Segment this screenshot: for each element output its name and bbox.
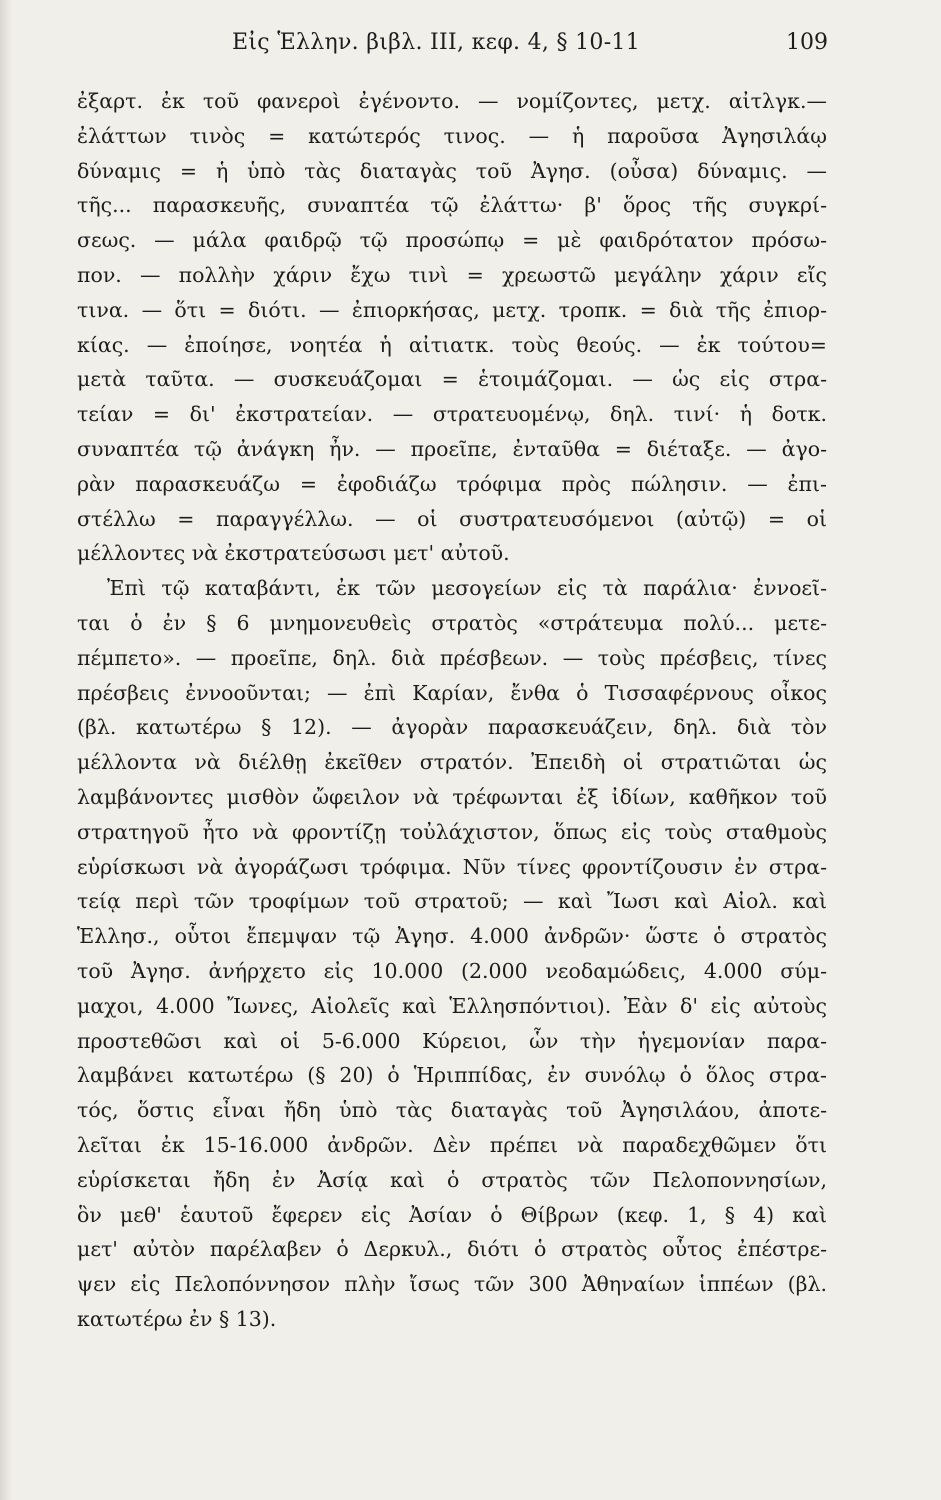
text-line: ρὰν παρασκευάζω = ἐφοδιάζω τρόφιμα πρὸς πώλησιν. — ἐπι- <box>77 471 827 496</box>
text-line: τινα. — ὅτι = διότι. — ἐπιορκήσας, μετχ. τροπκ. = διὰ τῆς ἐπιορ- <box>77 297 827 322</box>
page-header <box>0 30 941 64</box>
text-line: λεῖται ἐκ 15-16.000 ἀνδρῶν. Δὲν πρέπει νὰ παραδεχθῶμεν ὅτι <box>77 1132 827 1157</box>
text-line: κατωτέρω ἐν § 13). <box>77 1306 277 1331</box>
text-line: ται ὁ ἐν § 6 μνημονευθεὶς στρατὸς «στράτευμα πολύ... μετε- <box>77 610 827 635</box>
text-line: ὃν μεθ' ἑαυτοῦ ἔφερεν εἰς Ἀσίαν ὁ Θίβρων (κεφ. 1, § 4) καὶ <box>77 1202 827 1227</box>
text-line: προστεθῶσι καὶ οἱ 5-6.000 Κύρειοι, ὧν τὴν ἡγεμονίαν παρα- <box>77 1028 827 1053</box>
text-line: σεως. — μάλα φαιδρῷ τῷ προσώπῳ = μὲ φαιδρότατον πρόσω- <box>77 228 827 253</box>
page-edge-shadow <box>0 0 12 1500</box>
text-line: πρέσβεις ἐννοοῦνται; — ἐπὶ Καρίαν, ἔνθα ὁ Τισσαφέρνους οἶκος <box>77 680 827 705</box>
page-number: 109 <box>786 30 828 55</box>
text-line: δύναμις = ἡ ὑπὸ τὰς διαταγὰς τοῦ Ἀγησ. (οὖσα) δύναμις. — <box>77 158 827 183</box>
text-line: τείᾳ περὶ τῶν τροφίμων τοῦ στρατοῦ; — καὶ Ἴωσι καὶ Αἰολ. καὶ <box>77 889 827 914</box>
text-line: Ἐπὶ τῷ καταβάντι, ἐκ τῶν μεσογείων εἰς τὰ παράλια· ἐννοεῖ- <box>107 576 827 601</box>
running-head: Εἰς Ἑλλην. βιβλ. ΙΙΙ, κεφ. 4, § 10-11 <box>232 30 641 55</box>
text-line: ἐξαρτ. ἐκ τοῦ φανεροὶ ἐγένοντο. — νομίζοντες, μετχ. αἰτλγκ.— <box>77 89 827 113</box>
text-line: ἐλάττων τινὸς = κατώτερός τινος. — ἡ παροῦσα Ἀγησιλάῳ <box>77 123 827 148</box>
text-line: μαχοι, 4.000 Ἴωνες, Αἰολεῖς καὶ Ἑλλησπόντιοι). Ἐὰν δ' εἰς αὐτοὺς <box>77 993 827 1018</box>
text-line: μέλλοντες νὰ ἐκστρατεύσωσι μετ' αὐτοῦ. <box>77 541 510 566</box>
text-line: εὑρίσκεται ἤδη ἐν Ἀσίᾳ καὶ ὁ στρατὸς τῶν Πελοποννησίων, <box>77 1167 827 1192</box>
text-line: μέλλοντα νὰ διέλθῃ ἐκεῖθεν στρατόν. Ἐπειδὴ οἱ στρατιῶται ὡς <box>77 750 827 775</box>
text-line: (βλ. κατωτέρω § 12). — ἀγορὰν παρασκευάζειν, δηλ. διὰ τὸν <box>77 715 827 740</box>
text-line: τοῦ Ἀγησ. ἀνήρχετο εἰς 10.000 (2.000 νεοδαμώδεις, 4.000 σύμ- <box>77 958 827 983</box>
text-line: τείαν = δι' ἐκστρατείαν. — στρατευομένῳ, δηλ. τινί· ἡ δοτκ. <box>77 402 827 427</box>
commentary-text <box>77 84 827 1337</box>
text-line: πέμπετο». — προεῖπε, δηλ. διὰ πρέσβεων. — τοὺς πρέσβεις, τίνες <box>77 645 827 670</box>
text-line: κίας. — ἐποίησε, νοητέα ἡ αἰτιατκ. τοὺς θεούς. — ἐκ τούτου= <box>77 332 827 357</box>
text-line: εὑρίσκωσι νὰ ἀγοράζωσι τρόφιμα. Νῦν τίνες φροντίζουσιν ἐν στρα- <box>77 854 827 879</box>
text-line: τός, ὅστις εἶναι ἤδη ὑπὸ τὰς διαταγὰς τοῦ Ἀγησιλάου, ἀποτε- <box>77 1098 827 1123</box>
text-line: πον. — πολλὴν χάριν ἔχω τινὶ = χρεωστῶ μεγάλην χάριν εἴς <box>77 262 827 287</box>
text-line: λαμβάνοντες μισθὸν ὤφειλον νὰ τρέφωνται ἐξ ἰδίων, καθῆκον τοῦ <box>77 784 827 809</box>
text-line: συναπτέα τῷ ἀνάγκη ἦν. — προεῖπε, ἐνταῦθα = διέταξε. — ἀγο- <box>77 436 827 461</box>
text-line: ψεν εἰς Πελοπόννησον πλὴν ἴσως τῶν 300 Ἀθηναίων ἱππέων (βλ. <box>77 1272 827 1297</box>
text-line: μετ' αὐτὸν παρέλαβεν ὁ Δερκυλ., διότι ὁ στρατὸς οὗτος ἐπέστρε- <box>77 1237 827 1262</box>
text-line: μετὰ ταῦτα. — συσκευάζομαι = ἑτοιμάζομαι. — ὡς εἰς στρα- <box>77 367 827 392</box>
text-line: στρατηγοῦ ἦτο νὰ φροντίζῃ τοὐλάχιστον, ὅπως εἰς τοὺς σταθμοὺς <box>77 819 827 844</box>
text-line: λαμβάνει κατωτέρω (§ 20) ὁ Ἡριππίδας, ἐν συνόλῳ ὁ ὅλος στρα- <box>77 1063 827 1088</box>
text-line: τῆς... παρασκευῆς, συναπτέα τῷ ἐλάττω· β' ὅρος τῆς συγκρί- <box>77 193 827 218</box>
text-line: στέλλω = παραγγέλλω. — οἱ συστρατευσόμενοι (αὐτῷ) = οἱ <box>77 506 827 531</box>
text-line: Ἑλλησ., οὗτοι ἔπεμψαν τῷ Ἀγησ. 4.000 ἀνδρῶν· ὥστε ὁ στρατὸς <box>77 924 827 949</box>
